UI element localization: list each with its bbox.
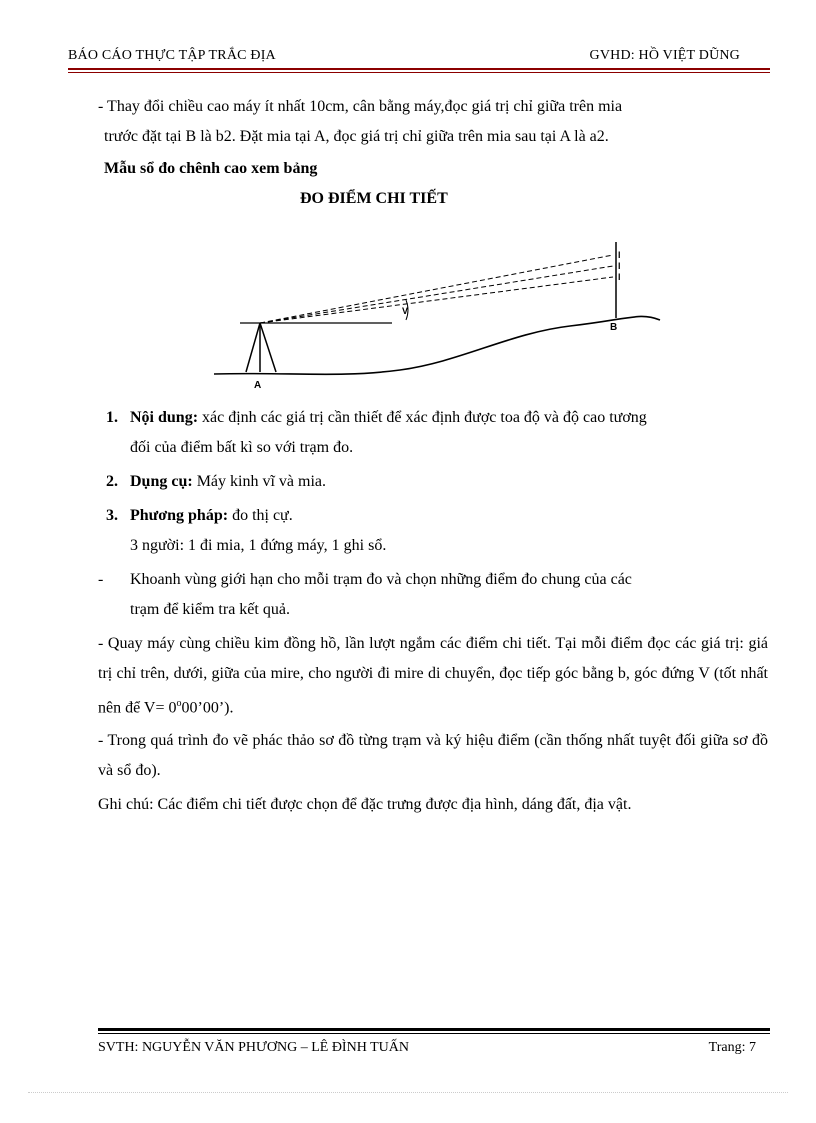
label-b: B [610, 322, 618, 333]
item-3-number: 3. [106, 507, 118, 524]
item-1-label: Nội dung: [130, 409, 199, 426]
header-advisor: GVHD: HỒ VIỆT DŨNG [589, 48, 740, 63]
header-rule-thin [68, 72, 770, 73]
header-rule [68, 68, 770, 70]
label-v: V [402, 306, 409, 316]
item-3-line-2: 3 người: 1 đi mia, 1 đứng máy, 1 ghi sổ. [130, 537, 387, 554]
page-header [68, 48, 768, 68]
item-3-label: Phương pháp: [130, 507, 229, 524]
list-item-2 [106, 467, 766, 497]
item-3-text: đo thị cự. [228, 507, 293, 524]
table-reference: Mẫu sổ đo chênh cao xem bảng [104, 160, 318, 177]
page-edge [28, 1092, 788, 1093]
paragraph-rotate-end: 00’00’). [181, 699, 234, 717]
label-a: A [254, 380, 262, 391]
footer-rule [98, 1028, 770, 1031]
footer-rule-thin [98, 1033, 770, 1034]
header-title: BÁO CÁO THỰC TẬP TRẮC ĐỊA [68, 48, 276, 63]
section-title: ĐO ĐIỂM CHI TIẾT [300, 190, 448, 207]
degree-symbol: o [176, 698, 182, 709]
item-2-text: Máy kinh vĩ và mia. [192, 473, 326, 490]
survey-diagram [210, 238, 670, 400]
sight-line-bottom [260, 277, 613, 323]
paragraph-1-line-1: - Thay đổi chiều cao máy ít nhất 10cm, cân bằng máy,đọc giá trị chỉ giữa trên mia [98, 98, 623, 115]
sight-line-top [260, 255, 613, 323]
tripod-leg-right [260, 323, 276, 372]
paragraph-1-line-2: trước đặt tại B là b2. Đặt mia tại A, đọc giá trị chỉ giữa trên mia sau tại A là a2. [104, 128, 609, 145]
dash-item-line-2: trạm để kiểm tra kết quả. [130, 601, 290, 618]
paragraph-rotate [98, 629, 768, 723]
note-paragraph: Ghi chú: Các điểm chi tiết được chọn để đặc trưng được địa hình, dáng đất, địa vật. [98, 796, 632, 813]
dash-item-line-1: Khoanh vùng giới hạn cho mỗi trạm đo và chọn những điểm đo chung của các [130, 571, 632, 588]
list-item-1 [106, 403, 766, 463]
page-number: Trang: 7 [708, 1040, 756, 1055]
staff-tick-mid: l [618, 261, 621, 271]
sight-line-middle [260, 266, 613, 323]
paragraph-rotate-text: - Quay máy cùng chiều kim đồng hồ, lần lượt ngắm các điểm chi tiết. Tại mỗi điểm đọc các giá trị: giá trị chỉ trên, dưới, giữa của mire, cho người đi mire di chuyển, đọc tiếp góc bằng b, góc đứng V (tốt nhất nên để V= 0 [98, 635, 768, 717]
footer-students: SVTH: NGUYỄN VĂN PHƯƠNG – LÊ ĐÌNH TUẤN [98, 1040, 409, 1055]
item-2-number: 2. [106, 473, 118, 490]
item-2-label: Dụng cụ: [130, 473, 193, 490]
item-1-number: 1. [106, 409, 118, 426]
tripod-leg-left [246, 323, 260, 372]
staff-tick-bottom: l [618, 272, 621, 282]
staff-tick-top: l [618, 250, 621, 260]
dash-item [98, 565, 768, 625]
paragraph-1 [98, 92, 768, 152]
list-item-3 [106, 501, 766, 561]
terrain-line [214, 316, 660, 374]
item-1-text: xác định các giá trị cần thiết để xác định được toa độ và độ cao tương [198, 409, 647, 426]
item-1-line-2: đối của điểm bất kì so với trạm đo. [130, 439, 354, 456]
paragraph-sketch: - Trong quá trình đo vẽ phác thảo sơ đồ từng trạm và ký hiệu điểm (cần thống nhất tuyệt đối giữa sơ đồ và sổ đo). [98, 732, 768, 779]
dash-mark: - [98, 571, 104, 588]
